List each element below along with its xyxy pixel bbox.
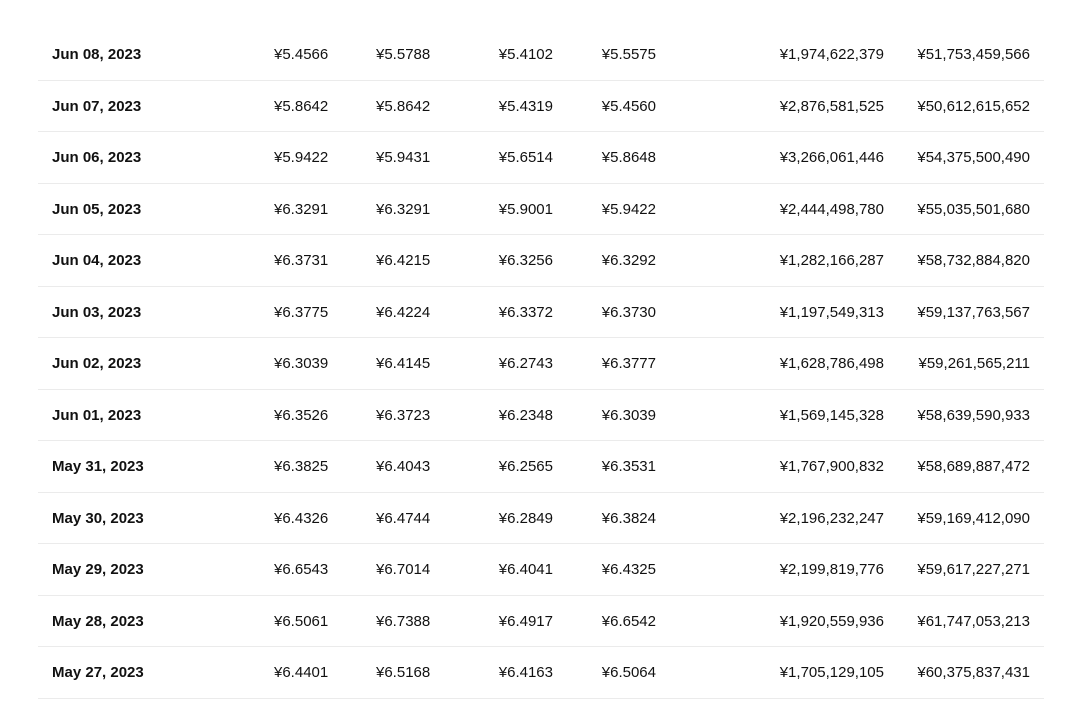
market-cap-cell: ¥58,732,884,820 <box>917 252 1030 269</box>
open-cell: ¥5.8642 <box>274 97 329 115</box>
table-row <box>38 29 1044 81</box>
open-cell: ¥6.4401 <box>274 664 329 681</box>
table-row <box>38 647 1044 699</box>
close-cell: ¥6.3777 <box>601 355 656 372</box>
close-cell: ¥5.4560 <box>601 97 656 115</box>
market-cap-cell: ¥58,639,590,933 <box>917 406 1030 424</box>
market-cap-cell: ¥50,612,615,652 <box>917 97 1030 115</box>
low-cell: ¥5.6514 <box>498 149 553 166</box>
date-cell: May 27, 2023 <box>52 664 144 681</box>
low-cell: ¥6.4041 <box>498 561 553 578</box>
volume-cell: ¥1,282,166,287 <box>779 252 884 269</box>
volume-cell: ¥1,197,549,313 <box>779 303 884 321</box>
date-cell: Jun 05, 2023 <box>52 200 142 218</box>
close-cell: ¥6.3730 <box>601 303 656 321</box>
volume-cell: ¥1,569,145,328 <box>779 406 884 424</box>
table-row <box>38 596 1044 648</box>
low-cell: ¥6.2348 <box>498 406 553 424</box>
volume-cell: ¥1,705,129,105 <box>779 664 884 681</box>
close-cell: ¥6.4325 <box>601 561 656 578</box>
volume-cell: ¥2,196,232,247 <box>779 509 884 527</box>
high-cell: ¥6.3723 <box>376 406 431 424</box>
market-cap-cell: ¥55,035,501,680 <box>917 200 1030 218</box>
high-cell: ¥5.8642 <box>376 97 431 115</box>
high-cell: ¥6.5168 <box>376 664 431 681</box>
high-cell: ¥6.7388 <box>376 612 431 630</box>
open-cell: ¥5.9422 <box>274 149 329 166</box>
low-cell: ¥5.4319 <box>498 97 553 115</box>
market-cap-cell: ¥59,261,565,211 <box>918 355 1030 372</box>
high-cell: ¥6.4744 <box>376 509 431 527</box>
date-cell: May 31, 2023 <box>52 458 144 475</box>
open-cell: ¥6.4326 <box>274 509 329 527</box>
close-cell: ¥6.3292 <box>601 252 656 269</box>
low-cell: ¥6.4163 <box>498 664 553 681</box>
low-cell: ¥6.3372 <box>498 303 553 321</box>
open-cell: ¥6.3731 <box>274 252 329 269</box>
historical-data-table <box>38 29 1044 699</box>
date-cell: May 30, 2023 <box>52 509 144 527</box>
table-row <box>38 338 1044 390</box>
close-cell: ¥6.6542 <box>601 612 656 630</box>
table-row <box>38 441 1044 493</box>
close-cell: ¥5.8648 <box>601 149 656 166</box>
table-row <box>38 81 1044 133</box>
date-cell: Jun 03, 2023 <box>52 303 142 321</box>
high-cell: ¥6.4215 <box>376 252 431 269</box>
close-cell: ¥6.3824 <box>601 509 656 527</box>
high-cell: ¥6.7014 <box>376 561 431 578</box>
volume-cell: ¥1,767,900,832 <box>779 458 884 475</box>
market-cap-cell: ¥58,689,887,472 <box>917 458 1030 475</box>
volume-cell: ¥3,266,061,446 <box>779 149 884 166</box>
date-cell: Jun 08, 2023 <box>52 46 142 63</box>
open-cell: ¥6.3775 <box>274 303 329 321</box>
volume-cell: ¥2,876,581,525 <box>779 97 884 115</box>
date-cell: Jun 02, 2023 <box>52 355 142 372</box>
market-cap-cell: ¥59,169,412,090 <box>917 509 1030 527</box>
market-cap-cell: ¥51,753,459,566 <box>917 46 1030 63</box>
market-cap-cell: ¥54,375,500,490 <box>917 149 1030 166</box>
volume-cell: ¥1,628,786,498 <box>779 355 884 372</box>
open-cell: ¥5.4566 <box>274 46 329 63</box>
close-cell: ¥5.5575 <box>601 46 656 63</box>
volume-cell: ¥2,444,498,780 <box>779 200 884 218</box>
high-cell: ¥5.5788 <box>376 46 431 63</box>
table-row <box>38 132 1044 184</box>
market-cap-cell: ¥59,137,763,567 <box>917 303 1030 321</box>
close-cell: ¥5.9422 <box>601 200 656 218</box>
high-cell: ¥5.9431 <box>376 149 431 166</box>
low-cell: ¥6.4917 <box>498 612 553 630</box>
close-cell: ¥6.5064 <box>601 664 656 681</box>
date-cell: Jun 07, 2023 <box>52 97 142 115</box>
volume-cell: ¥1,920,559,936 <box>779 612 884 630</box>
close-cell: ¥6.3531 <box>601 458 656 475</box>
open-cell: ¥6.3526 <box>274 406 329 424</box>
table-row <box>38 235 1044 287</box>
open-cell: ¥6.6543 <box>274 561 329 578</box>
volume-cell: ¥2,199,819,776 <box>779 561 884 578</box>
high-cell: ¥6.4224 <box>376 303 431 321</box>
open-cell: ¥6.3039 <box>274 355 329 372</box>
high-cell: ¥6.3291 <box>376 200 431 218</box>
table-row <box>38 287 1044 339</box>
volume-cell: ¥1,974,622,379 <box>779 46 884 63</box>
low-cell: ¥6.2565 <box>498 458 553 475</box>
table-row <box>38 544 1044 596</box>
date-cell: May 29, 2023 <box>52 561 144 578</box>
open-cell: ¥6.5061 <box>274 612 329 630</box>
table-row <box>38 493 1044 545</box>
market-cap-cell: ¥59,617,227,271 <box>917 561 1030 578</box>
low-cell: ¥5.4102 <box>498 46 553 63</box>
open-cell: ¥6.3291 <box>274 200 329 218</box>
date-cell: Jun 01, 2023 <box>52 406 142 424</box>
low-cell: ¥6.2849 <box>498 509 553 527</box>
date-cell: Jun 06, 2023 <box>52 149 142 166</box>
date-cell: Jun 04, 2023 <box>52 252 142 269</box>
high-cell: ¥6.4043 <box>376 458 431 475</box>
low-cell: ¥6.2743 <box>498 355 553 372</box>
table-row <box>38 390 1044 442</box>
date-cell: May 28, 2023 <box>52 612 144 630</box>
close-cell: ¥6.3039 <box>601 406 656 424</box>
market-cap-cell: ¥61,747,053,213 <box>917 612 1030 630</box>
high-cell: ¥6.4145 <box>376 355 431 372</box>
market-cap-cell: ¥60,375,837,431 <box>917 664 1030 681</box>
low-cell: ¥5.9001 <box>498 200 553 218</box>
low-cell: ¥6.3256 <box>498 252 553 269</box>
table-row <box>38 184 1044 236</box>
open-cell: ¥6.3825 <box>274 458 329 475</box>
